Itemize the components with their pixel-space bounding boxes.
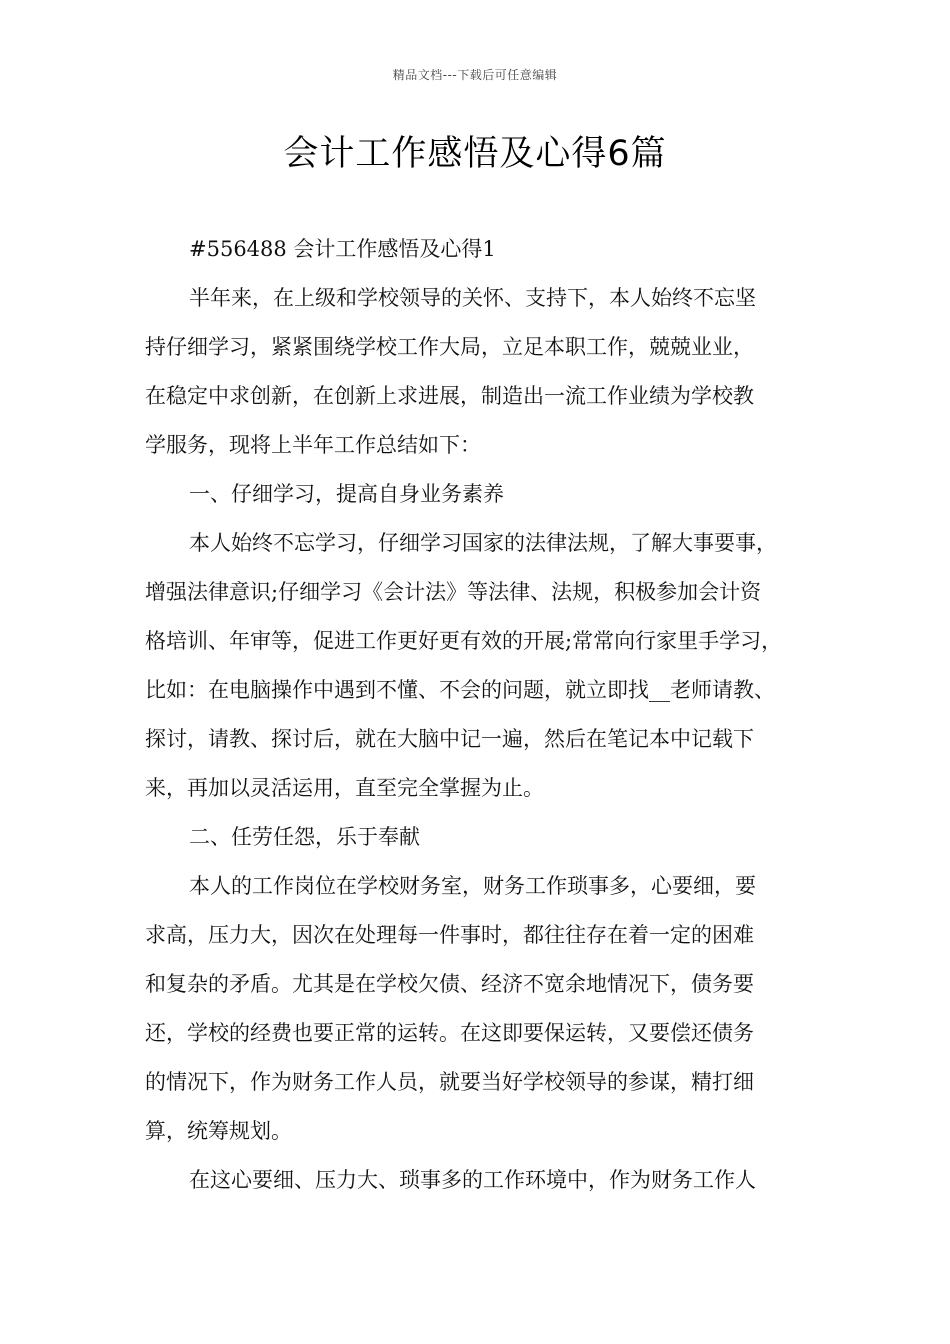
body-line: 和复杂的矛盾。尤其是在学校欠债、经济不宽余地情况下，债务要 bbox=[145, 972, 754, 996]
body-line: 还，学校的经费也要正常的运转。在这即要保运转，又要偿还债务 bbox=[145, 1021, 754, 1045]
document-body bbox=[145, 225, 825, 1205]
body-line: 比如：在电脑操作中遇到不懂、不会的问题，就立即找__老师请教、 bbox=[145, 678, 775, 702]
body-line: 探讨，请教、探讨后，就在大脑中记一遍，然后在笔记本中记载下 bbox=[145, 727, 754, 751]
body-line: 格培训、年审等，促进工作更好更有效的开展;常常向行家里手学习， bbox=[145, 629, 783, 653]
body-line: 算，统筹规划。 bbox=[145, 1119, 292, 1143]
body-line-subheading: 二、任劳任怨，乐于奉献 bbox=[189, 825, 420, 849]
body-line-subheading: 一、仔细学习，提高自身业务素养 bbox=[189, 482, 504, 506]
body-line: 本人始终不忘学习，仔细学习国家的法律法规，了解大事要事， bbox=[189, 531, 777, 555]
body-line: 半年来，在上级和学校领导的关怀、支持下，本人始终不忘坚 bbox=[189, 286, 756, 310]
body-line-section-heading: #556488 会计工作感悟及心得1 bbox=[189, 237, 496, 261]
body-line: 的情况下，作为财务工作人员，就要当好学校领导的参谋，精打细 bbox=[145, 1070, 754, 1094]
body-line: 来，再加以灵活运用，直至完全掌握为止。 bbox=[145, 776, 544, 800]
body-line: 在这心要细、压力大、琐事多的工作环境中，作为财务工作人 bbox=[189, 1168, 756, 1192]
body-line: 求高，压力大，因次在处理每一件事时，都往往存在着一定的困难 bbox=[145, 923, 754, 947]
body-line: 增强法律意识;仔细学习《会计法》等法律、法规，积极参加会计资 bbox=[145, 580, 762, 604]
document-title: 会计工作感悟及心得6篇 bbox=[283, 134, 667, 174]
body-line: 在稳定中求创新，在创新上求进展，制造出一流工作业绩为学校教 bbox=[145, 384, 754, 408]
body-line: 持仔细学习，紧紧围绕学校工作大局，立足本职工作，兢兢业业， bbox=[145, 335, 754, 359]
header-note: 精品文档---下载后可任意编辑 bbox=[392, 68, 558, 82]
body-line: 学服务，现将上半年工作总结如下： bbox=[145, 433, 481, 457]
body-line: 本人的工作岗位在学校财务室，财务工作琐事多，心要细，要 bbox=[189, 874, 756, 898]
